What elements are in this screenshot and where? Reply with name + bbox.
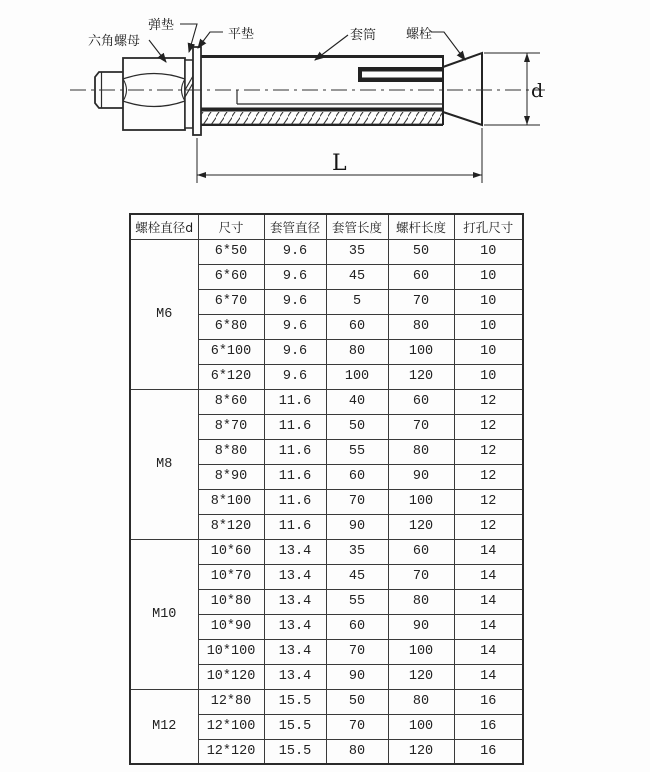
spec-cell: 12 <box>454 489 523 514</box>
group-label: M8 <box>130 389 198 539</box>
spec-cell: 90 <box>388 614 454 639</box>
spec-cell: 11.6 <box>264 489 326 514</box>
spec-cell: 8*60 <box>198 389 264 414</box>
spec-cell: 10 <box>454 314 523 339</box>
spec-cell: 100 <box>388 489 454 514</box>
spec-cell: 8*70 <box>198 414 264 439</box>
column-header: 套管长度 <box>326 214 388 239</box>
spec-cell: 13.4 <box>264 664 326 689</box>
label-bolt: 螺栓 <box>406 27 433 42</box>
dimension-d <box>484 53 543 125</box>
spec-cell: 6*50 <box>198 239 264 264</box>
spec-cell: 50 <box>326 414 388 439</box>
spec-cell: 10 <box>454 239 523 264</box>
spec-cell: 12 <box>454 414 523 439</box>
spec-cell: 13.4 <box>264 564 326 589</box>
label-spring-washer: 弹垫 <box>148 18 175 33</box>
spec-cell: 6*70 <box>198 289 264 314</box>
spec-cell: 12 <box>454 514 523 539</box>
table-row <box>130 539 523 564</box>
spec-table-container <box>129 213 524 765</box>
column-header: 尺寸 <box>198 214 264 239</box>
spec-cell: 55 <box>326 439 388 464</box>
spec-cell: 9.6 <box>264 239 326 264</box>
spec-cell: 55 <box>326 589 388 614</box>
column-header: 螺栓直径d <box>130 214 198 239</box>
spec-cell: 70 <box>326 489 388 514</box>
spec-cell: 8*100 <box>198 489 264 514</box>
spec-cell: 120 <box>388 739 454 764</box>
spec-cell: 100 <box>388 639 454 664</box>
spec-cell: 35 <box>326 539 388 564</box>
spec-cell: 11.6 <box>264 414 326 439</box>
spec-cell: 16 <box>454 739 523 764</box>
spec-cell: 12 <box>454 439 523 464</box>
spec-cell: 14 <box>454 614 523 639</box>
spec-cell: 9.6 <box>264 364 326 389</box>
spec-cell: 10 <box>454 289 523 314</box>
spec-cell: 9.6 <box>264 314 326 339</box>
spec-cell: 50 <box>326 689 388 714</box>
spec-cell: 8*80 <box>198 439 264 464</box>
spec-cell: 60 <box>388 539 454 564</box>
spec-cell: 16 <box>454 689 523 714</box>
dim-d-label: d <box>531 80 544 102</box>
spec-cell: 10 <box>454 364 523 389</box>
spec-cell: 10*90 <box>198 614 264 639</box>
table-row <box>130 689 523 714</box>
spec-cell: 100 <box>388 339 454 364</box>
spec-cell: 100 <box>388 714 454 739</box>
group-label: M12 <box>130 689 198 764</box>
spec-cell: 60 <box>388 389 454 414</box>
table-row <box>130 389 523 414</box>
spec-cell: 9.6 <box>264 289 326 314</box>
spec-cell: 15.5 <box>264 739 326 764</box>
spec-cell: 35 <box>326 239 388 264</box>
spec-cell: 90 <box>388 464 454 489</box>
spec-cell: 80 <box>388 314 454 339</box>
label-hex-nut: 六角螺母 <box>88 34 141 49</box>
spec-cell: 12 <box>454 464 523 489</box>
label-sleeve: 套筒 <box>350 28 377 43</box>
spec-cell: 40 <box>326 389 388 414</box>
spec-cell: 12 <box>454 389 523 414</box>
spec-cell: 120 <box>388 664 454 689</box>
label-flat-washer: 平垫 <box>228 27 255 42</box>
spec-cell: 10 <box>454 264 523 289</box>
spec-cell: 70 <box>326 714 388 739</box>
spec-cell: 8*90 <box>198 464 264 489</box>
spec-cell: 10*120 <box>198 664 264 689</box>
spec-cell: 15.5 <box>264 714 326 739</box>
spec-cell: 60 <box>326 464 388 489</box>
spec-cell: 10*80 <box>198 589 264 614</box>
spec-cell: 11.6 <box>264 389 326 414</box>
spec-cell: 11.6 <box>264 439 326 464</box>
spec-cell: 14 <box>454 539 523 564</box>
group-label: M6 <box>130 239 198 389</box>
spring-washer <box>185 60 193 128</box>
spec-cell: 90 <box>326 514 388 539</box>
spec-cell: 60 <box>388 264 454 289</box>
spec-cell: 12*80 <box>198 689 264 714</box>
spec-cell: 14 <box>454 664 523 689</box>
spec-cell: 14 <box>454 564 523 589</box>
spec-cell: 14 <box>454 589 523 614</box>
hatch-section <box>201 112 443 125</box>
spec-cell: 6*100 <box>198 339 264 364</box>
spec-cell: 60 <box>326 614 388 639</box>
spec-cell: 10*60 <box>198 539 264 564</box>
spec-cell: 6*60 <box>198 264 264 289</box>
spec-cell: 5 <box>326 289 388 314</box>
spec-cell: 10*100 <box>198 639 264 664</box>
spec-cell: 80 <box>388 689 454 714</box>
spec-cell: 120 <box>388 364 454 389</box>
spec-cell: 60 <box>326 314 388 339</box>
anchor-bolt-drawing <box>0 0 650 206</box>
spec-cell: 70 <box>388 414 454 439</box>
spec-cell: 6*120 <box>198 364 264 389</box>
spec-cell: 70 <box>388 564 454 589</box>
spec-cell: 14 <box>454 639 523 664</box>
dim-L-label: L <box>332 151 347 176</box>
spec-cell: 13.4 <box>264 589 326 614</box>
table-row <box>130 239 523 264</box>
spec-cell: 80 <box>326 339 388 364</box>
spec-cell: 80 <box>388 439 454 464</box>
spec-cell: 90 <box>326 664 388 689</box>
spec-cell: 10 <box>454 339 523 364</box>
spec-cell: 9.6 <box>264 339 326 364</box>
column-header: 螺杆长度 <box>388 214 454 239</box>
spec-cell: 100 <box>326 364 388 389</box>
spec-cell: 80 <box>326 739 388 764</box>
spec-cell: 70 <box>388 289 454 314</box>
spec-cell: 50 <box>388 239 454 264</box>
column-header: 打孔尺寸 <box>454 214 523 239</box>
spec-cell: 80 <box>388 589 454 614</box>
spec-cell: 70 <box>326 639 388 664</box>
flat-washer <box>193 47 201 135</box>
spec-cell: 16 <box>454 714 523 739</box>
leader-flat-washer <box>198 32 223 48</box>
spec-table-head-row <box>130 214 523 239</box>
column-header: 套管直径 <box>264 214 326 239</box>
spec-cell: 8*120 <box>198 514 264 539</box>
spec-cell: 9.6 <box>264 264 326 289</box>
spec-cell: 11.6 <box>264 514 326 539</box>
spec-cell: 15.5 <box>264 689 326 714</box>
spec-table <box>129 213 524 765</box>
spec-cell: 120 <box>388 514 454 539</box>
spec-table-body <box>130 239 523 764</box>
cone-head <box>443 53 482 125</box>
spec-cell: 13.4 <box>264 539 326 564</box>
spec-cell: 12*120 <box>198 739 264 764</box>
spec-cell: 10*70 <box>198 564 264 589</box>
spec-cell: 45 <box>326 264 388 289</box>
group-label: M10 <box>130 539 198 689</box>
spec-cell: 13.4 <box>264 614 326 639</box>
spec-cell: 45 <box>326 564 388 589</box>
spec-cell: 11.6 <box>264 464 326 489</box>
sleeve-slot <box>358 67 443 82</box>
spec-cell: 13.4 <box>264 639 326 664</box>
hex-nut <box>123 58 185 130</box>
dimension-L <box>197 128 482 183</box>
spec-cell: 6*80 <box>198 314 264 339</box>
spec-cell: 12*100 <box>198 714 264 739</box>
